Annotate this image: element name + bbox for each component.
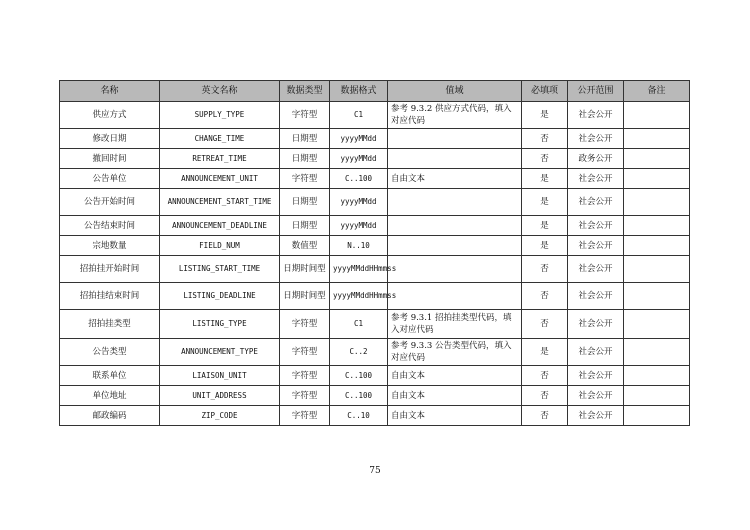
- cell-required: 是: [522, 169, 568, 189]
- cell-remarks: [624, 102, 690, 129]
- cell-name: 公告开始时间: [60, 189, 160, 216]
- cell-english-name: UNIT_ADDRESS: [160, 386, 280, 406]
- cell-name: 撤回时间: [60, 149, 160, 169]
- cell-disclosure-scope: 社会公开: [568, 169, 624, 189]
- cell-remarks: [624, 339, 690, 366]
- table-row: [60, 310, 690, 339]
- cell-remarks: [624, 169, 690, 189]
- cell-required: 否: [522, 310, 568, 339]
- cell-required: 是: [522, 236, 568, 256]
- cell-required: 是: [522, 216, 568, 236]
- cell-data-type: 字符型: [280, 339, 330, 366]
- cell-english-name: CHANGE_TIME: [160, 129, 280, 149]
- cell-remarks: [624, 189, 690, 216]
- cell-value-domain: [388, 189, 522, 216]
- cell-value-domain: 自由文本: [388, 406, 522, 426]
- cell-data-type: 日期时间型: [280, 283, 330, 310]
- cell-required: 否: [522, 406, 568, 426]
- cell-data-format: C..100: [330, 169, 388, 189]
- table-row: [60, 129, 690, 149]
- cell-remarks: [624, 236, 690, 256]
- col-header-disclosure-scope: 公开范围: [568, 81, 624, 102]
- cell-english-name: ANNOUNCEMENT_UNIT: [160, 169, 280, 189]
- cell-disclosure-scope: 社会公开: [568, 189, 624, 216]
- cell-remarks: [624, 256, 690, 283]
- table-row: [60, 406, 690, 426]
- cell-data-format: C..10: [330, 406, 388, 426]
- cell-name: 招拍挂类型: [60, 310, 160, 339]
- cell-data-type: 字符型: [280, 310, 330, 339]
- cell-name: 招拍挂结束时间: [60, 283, 160, 310]
- col-header-data-format: 数据格式: [330, 81, 388, 102]
- cell-remarks: [624, 216, 690, 236]
- table-row: [60, 189, 690, 216]
- cell-name: 单位地址: [60, 386, 160, 406]
- cell-data-type: 字符型: [280, 406, 330, 426]
- cell-value-domain: [388, 256, 522, 283]
- cell-english-name: ANNOUNCEMENT_TYPE: [160, 339, 280, 366]
- col-header-english-name: 英文名称: [160, 81, 280, 102]
- cell-remarks: [624, 129, 690, 149]
- cell-value-domain: [388, 283, 522, 310]
- table-row: [60, 169, 690, 189]
- cell-data-format: C1: [330, 102, 388, 129]
- col-header-data-type: 数据类型: [280, 81, 330, 102]
- cell-disclosure-scope: 社会公开: [568, 386, 624, 406]
- cell-required: 否: [522, 386, 568, 406]
- col-header-name: 名称: [60, 81, 160, 102]
- cell-english-name: SUPPLY_TYPE: [160, 102, 280, 129]
- col-header-required: 必填项: [522, 81, 568, 102]
- cell-remarks: [624, 283, 690, 310]
- cell-name: 供应方式: [60, 102, 160, 129]
- cell-name: 公告结束时间: [60, 216, 160, 236]
- cell-data-type: 日期型: [280, 149, 330, 169]
- cell-data-type: 数值型: [280, 236, 330, 256]
- cell-name: 邮政编码: [60, 406, 160, 426]
- cell-disclosure-scope: 社会公开: [568, 310, 624, 339]
- table-row: [60, 256, 690, 283]
- cell-english-name: LISTING_DEADLINE: [160, 283, 280, 310]
- table-row: [60, 149, 690, 169]
- cell-english-name: FIELD_NUM: [160, 236, 280, 256]
- table-body: [60, 102, 690, 426]
- table-row: [60, 339, 690, 366]
- cell-name: 联系单位: [60, 366, 160, 386]
- cell-value-domain: 自由文本: [388, 366, 522, 386]
- cell-data-format: yyyyMMdd: [330, 149, 388, 169]
- table-header-row: [60, 81, 690, 102]
- cell-data-type: 日期型: [280, 189, 330, 216]
- cell-disclosure-scope: 政务公开: [568, 149, 624, 169]
- cell-disclosure-scope: 社会公开: [568, 283, 624, 310]
- cell-name: 公告单位: [60, 169, 160, 189]
- cell-name: 公告类型: [60, 339, 160, 366]
- cell-value-domain: [388, 216, 522, 236]
- cell-english-name: ZIP_CODE: [160, 406, 280, 426]
- cell-disclosure-scope: 社会公开: [568, 366, 624, 386]
- cell-value-domain: 自由文本: [388, 386, 522, 406]
- cell-disclosure-scope: 社会公开: [568, 236, 624, 256]
- field-spec-table: [59, 80, 690, 426]
- cell-remarks: [624, 366, 690, 386]
- cell-english-name: LISTING_START_TIME: [160, 256, 280, 283]
- cell-value-domain: [388, 236, 522, 256]
- cell-data-format: yyyyMMddHHmmss: [330, 283, 388, 310]
- cell-remarks: [624, 310, 690, 339]
- cell-value-domain: 参考 9.3.1 招拍挂类型代码，填入对应代码: [388, 310, 522, 339]
- cell-data-format: C..2: [330, 339, 388, 366]
- table-row: [60, 216, 690, 236]
- cell-data-format: yyyyMMdd: [330, 189, 388, 216]
- table-row: [60, 102, 690, 129]
- col-header-remarks: 备注: [624, 81, 690, 102]
- cell-data-type: 日期型: [280, 216, 330, 236]
- cell-required: 是: [522, 189, 568, 216]
- table-row: [60, 366, 690, 386]
- cell-disclosure-scope: 社会公开: [568, 216, 624, 236]
- cell-disclosure-scope: 社会公开: [568, 256, 624, 283]
- cell-data-type: 字符型: [280, 366, 330, 386]
- cell-data-type: 日期时间型: [280, 256, 330, 283]
- cell-data-type: 字符型: [280, 102, 330, 129]
- cell-value-domain: 参考 9.3.3 公告类型代码，填入对应代码: [388, 339, 522, 366]
- cell-value-domain: 参考 9.3.2 供应方式代码，填入对应代码: [388, 102, 522, 129]
- cell-required: 否: [522, 129, 568, 149]
- cell-name: 修改日期: [60, 129, 160, 149]
- cell-data-format: N..10: [330, 236, 388, 256]
- cell-data-format: yyyyMMdd: [330, 129, 388, 149]
- cell-data-type: 字符型: [280, 169, 330, 189]
- cell-name: 宗地数量: [60, 236, 160, 256]
- cell-english-name: ANNOUNCEMENT_DEADLINE: [160, 216, 280, 236]
- cell-english-name: RETREAT_TIME: [160, 149, 280, 169]
- cell-required: 是: [522, 102, 568, 129]
- cell-data-type: 字符型: [280, 386, 330, 406]
- col-header-value-domain: 值域: [388, 81, 522, 102]
- cell-english-name: LIAISON_UNIT: [160, 366, 280, 386]
- cell-required: 否: [522, 149, 568, 169]
- cell-required: 是: [522, 339, 568, 366]
- cell-disclosure-scope: 社会公开: [568, 406, 624, 426]
- cell-data-format: C..100: [330, 366, 388, 386]
- cell-remarks: [624, 149, 690, 169]
- cell-english-name: ANNOUNCEMENT_START_TIME: [160, 189, 280, 216]
- cell-remarks: [624, 406, 690, 426]
- cell-required: 否: [522, 283, 568, 310]
- page-number: 75: [369, 466, 381, 476]
- table-row: [60, 386, 690, 406]
- cell-name: 招拍挂开始时间: [60, 256, 160, 283]
- cell-data-format: C1: [330, 310, 388, 339]
- cell-english-name: LISTING_TYPE: [160, 310, 280, 339]
- cell-disclosure-scope: 社会公开: [568, 339, 624, 366]
- cell-data-format: yyyyMMdd: [330, 216, 388, 236]
- cell-remarks: [624, 386, 690, 406]
- cell-value-domain: 自由文本: [388, 169, 522, 189]
- table-row: [60, 236, 690, 256]
- cell-data-format: C..100: [330, 386, 388, 406]
- cell-data-format: yyyyMMddHHmmss: [330, 256, 388, 283]
- table-row: [60, 283, 690, 310]
- cell-disclosure-scope: 社会公开: [568, 129, 624, 149]
- cell-data-type: 日期型: [280, 129, 330, 149]
- cell-required: 否: [522, 256, 568, 283]
- cell-value-domain: [388, 149, 522, 169]
- cell-required: 否: [522, 366, 568, 386]
- cell-disclosure-scope: 社会公开: [568, 102, 624, 129]
- cell-value-domain: [388, 129, 522, 149]
